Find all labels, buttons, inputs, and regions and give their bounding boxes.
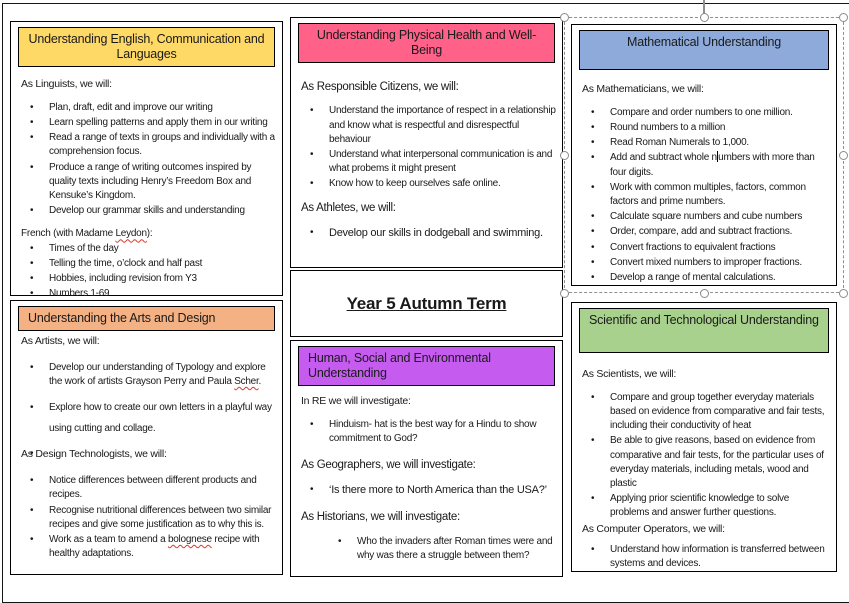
- resize-handle-bottom-middle[interactable]: [700, 289, 709, 298]
- resize-handle-middle-right[interactable]: [839, 151, 848, 160]
- resize-handle-top-middle[interactable]: [700, 13, 709, 22]
- list-item: • Develop our grammar skills and understanding: [21, 204, 276, 218]
- list-item: • Develop our skills in dodgeball and swimming.: [301, 226, 556, 242]
- re-intro: In RE we will investigate:: [301, 395, 411, 407]
- health-intro: As Responsible Citizens, we will:: [301, 81, 459, 93]
- health-body: [291, 63, 562, 246]
- human-social-header: Human, Social and Environmental Understanding: [298, 346, 555, 386]
- list-item: • Develop our understanding of Typology and explore the work of artists Grayson Perry and Paula Scher.: [21, 361, 276, 389]
- health-textbox[interactable]: [290, 17, 563, 268]
- list-item: • Convert mixed numbers to improper fractions.: [582, 256, 830, 270]
- list-item: • Times of the day: [21, 242, 276, 256]
- list-item: • Work as a team to amend a bolognese recipe with healthy adaptations.: [21, 533, 276, 561]
- english-intro: As Linguists, we will:: [21, 78, 112, 90]
- list-item: • Calculate square numbers and cube numbers: [582, 210, 830, 224]
- arts-body: [11, 331, 282, 566]
- resize-handle-top-right[interactable]: [839, 13, 848, 22]
- list-item: • Work with common multiples, factors, common factors and prime numbers.: [582, 181, 830, 209]
- list-item: • Compare and group together everyday materials based on evidence from comparative and fair tests, including their conductivity of heat: [582, 391, 830, 434]
- misspelled-word: Leydon: [115, 228, 147, 240]
- health-intro2: As Athletes, we will:: [301, 202, 396, 215]
- health-header: Understanding Physical Health and Well-Being: [298, 23, 555, 63]
- list-item: • Explore how to create our own letters in a playful way using cutting and collage.: [21, 397, 276, 439]
- resize-handle-bottom-right[interactable]: [839, 289, 848, 298]
- list-item: • Hinduism- hat is the best way for a Hindu to show commitment to God?: [301, 418, 556, 446]
- list-item: • Who the invaders after Roman times were and why was there a struggle between them?: [301, 535, 556, 563]
- science-header: Scientific and Technological Understanding: [579, 308, 829, 353]
- list-item: • Applying prior scientific knowledge to solve problems and answer further questions.: [582, 492, 830, 520]
- science-textbox[interactable]: [571, 302, 837, 572]
- page-title: Year 5 Autumn Term: [346, 293, 507, 313]
- math-intro: As Mathematicians, we will:: [582, 83, 704, 95]
- list-item: • Know how to keep ourselves safe online.: [301, 177, 556, 191]
- arts-intro: As Artists, we will:: [21, 335, 100, 347]
- list-item: • Hobbies, including revision from Y3: [21, 272, 276, 286]
- list-item: • Recognise nutritional differences between two similar recipes and give some justification as to why this is.: [21, 504, 276, 532]
- arts-header: Understanding the Arts and Design: [18, 306, 275, 331]
- misspelled-word: Scher: [234, 376, 259, 388]
- resize-handle-top-left[interactable]: [560, 13, 569, 22]
- english-textbox[interactable]: [10, 21, 283, 300]
- list-item: • Understand how information is transferred between systems and devices.: [582, 543, 830, 571]
- list-item: • Be able to give reasons, based on evidence from comparative and fair tests, for the particular uses of everyday materials, including metals, wood and plastic: [582, 434, 830, 491]
- french-intro: French (with Madame Leydon):: [21, 228, 153, 240]
- list-item: • Round numbers to a million: [582, 121, 830, 135]
- list-item: • Notice differences between different products and recipes.: [21, 474, 276, 502]
- list-item: • Plan, draft, edit and improve our writing: [21, 101, 276, 115]
- list-item: • Develop a range of mental calculations.: [582, 271, 830, 285]
- rotation-handle-stem: [703, 0, 705, 14]
- list-item: • Telling the time, o’clock and half past: [21, 257, 276, 271]
- science-body: [572, 353, 836, 576]
- human-social-textbox[interactable]: [290, 340, 563, 577]
- list-item: • Understand the importance of respect in a relationship and know what is respectful and disrespectful behaviour: [301, 104, 556, 147]
- list-item: • Understand what interpersonal communication is and what probems it might present: [301, 148, 556, 176]
- history-intro: As Historians, we will investigate:: [301, 511, 460, 524]
- science-intro: As Scientists, we will:: [582, 368, 677, 380]
- arts-intro2: As Design Technologists, we will:: [21, 448, 167, 461]
- list-item: • Read Roman Numerals to 1,000.: [582, 136, 830, 150]
- list-item: • ‘Is there more to North America than the USA?’: [301, 483, 556, 499]
- selection-border[interactable]: [564, 17, 844, 293]
- list-item: • Compare and order numbers to one million.: [582, 106, 830, 120]
- math-header: Mathematical Understanding: [579, 30, 829, 70]
- list-item: • Produce a range of writing outcomes inspired by quality texts including Henry’s Freedom Box and Kensuke’s Kingdom.: [21, 161, 276, 204]
- arts-textbox[interactable]: [10, 300, 283, 575]
- list-item: • Convert fractions to equivalent fractions: [582, 241, 830, 255]
- misspelled-word: bolognese: [167, 533, 212, 545]
- geography-intro: As Geographers, we will investigate:: [301, 459, 476, 472]
- english-header: Understanding English, Communication and Languages: [18, 27, 275, 67]
- human-social-body: [291, 386, 562, 568]
- year-title-textbox[interactable]: [290, 270, 563, 337]
- science-intro2: As Computer Operators, we will:: [582, 522, 725, 535]
- english-body: [11, 67, 282, 306]
- list-item: • Numbers 1-69: [21, 287, 276, 301]
- resize-handle-middle-left[interactable]: [560, 151, 569, 160]
- list-item: • Learn spelling patterns and apply them in our writing: [21, 116, 276, 130]
- list-item: • Read a range of texts in groups and individually with a comprehension focus.: [21, 131, 276, 159]
- resize-handle-bottom-left[interactable]: [560, 289, 569, 298]
- list-item: • Add and subtract whole numbers with more than four digits.: [582, 151, 830, 179]
- list-item: • Order, compare, add and subtract fractions.: [582, 225, 830, 239]
